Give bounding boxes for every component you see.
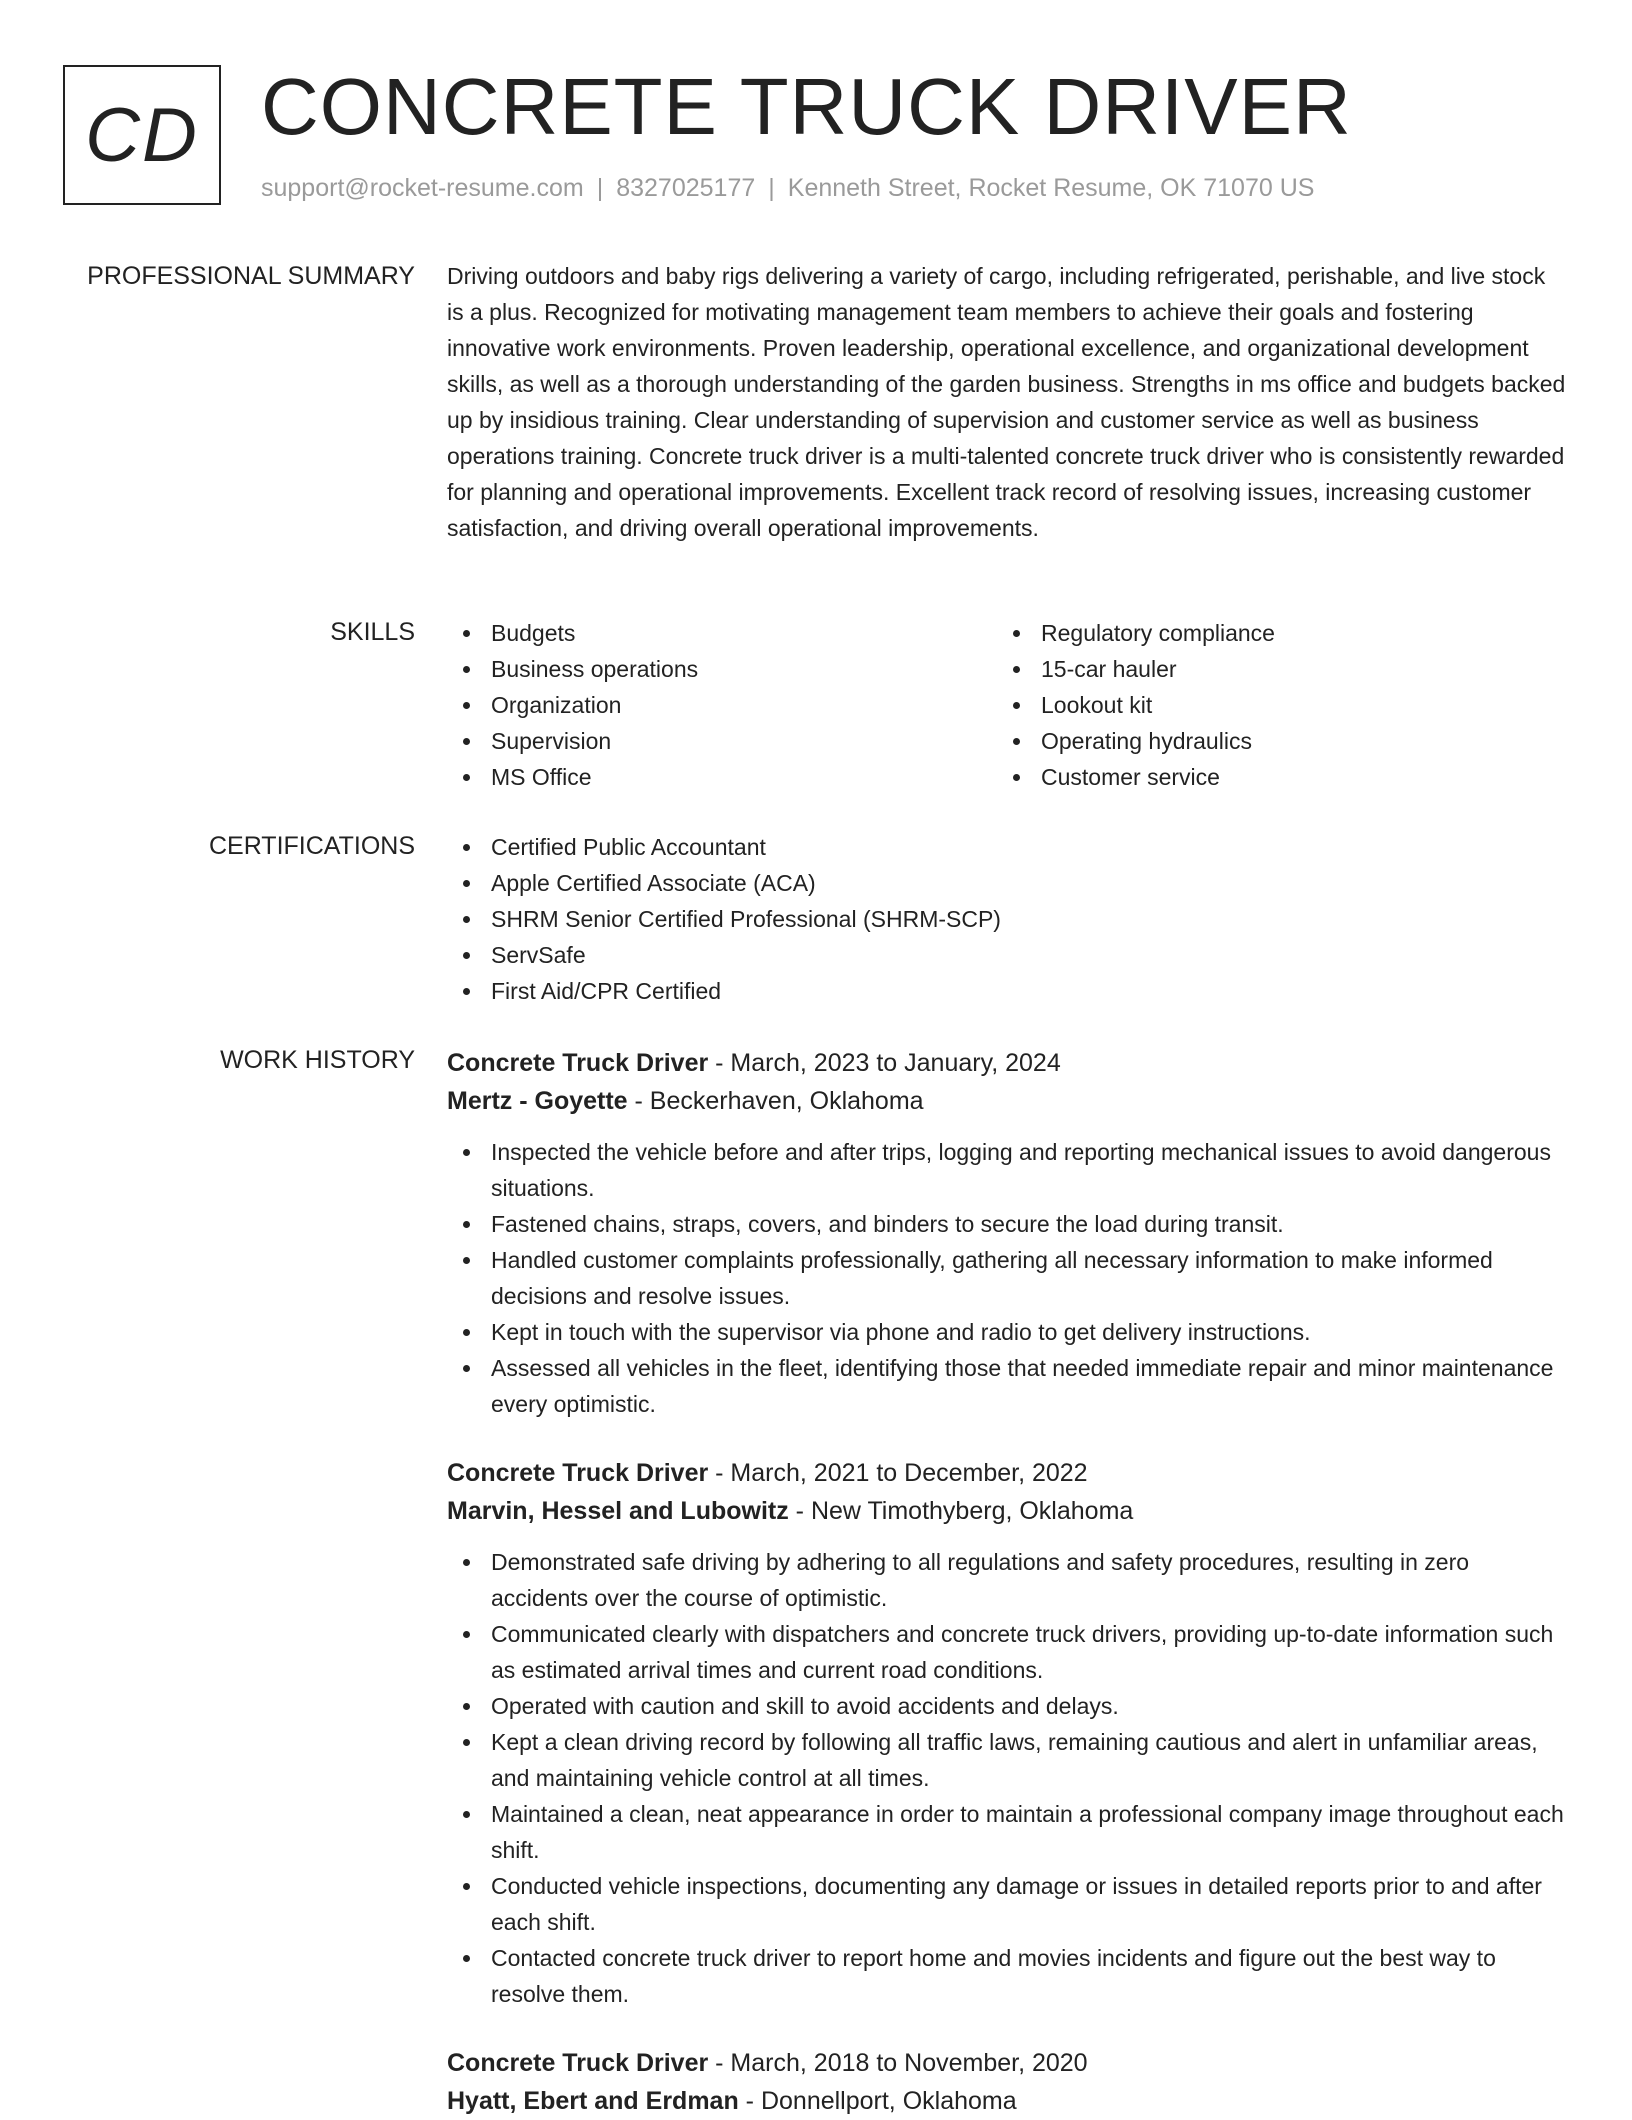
job-company-line [447,2082,1567,2120]
skills-list-right [997,615,1275,795]
job-title-line [447,1044,1567,1082]
skill-item: Customer service [997,759,1275,795]
monogram-badge: CD [63,65,221,205]
job-bullet: Kept in touch with the supervisor via phone and radio to get delivery instructions. [447,1314,1567,1350]
contact-separator: | [596,174,604,202]
job-bullet: Communicated clearly with dispatchers and concrete truck drivers, providing up-to-date information such as estimated arrival times and current road conditions. [447,1616,1567,1688]
job-bullet-list [447,1134,1567,1422]
skill-item: Budgets [447,615,698,651]
section-label-certifications: CERTIFICATIONS [208,832,415,860]
job-entry [447,1044,1567,1422]
skill-item: 15-car hauler [997,651,1275,687]
certification-item: First Aid/CPR Certified [447,973,1567,1009]
job-bullet: Kept a clean driving record by following all traffic laws, remaining cautious and alert in unfamiliar areas, and maintaining vehicle control at all times. [447,1724,1567,1796]
job-location: - Donnellport, Oklahoma [738,2087,1017,2115]
section-label-skills: SKILLS [330,618,415,646]
certification-item: Certified Public Accountant [447,829,1567,865]
work-history-body [447,1044,1567,2120]
job-bullet: Demonstrated safe driving by adhering to all regulations and safety procedures, resulting in zero accidents over the course of optimistic. [447,1544,1567,1616]
skill-item: Operating hydraulics [997,723,1275,759]
certification-item: Apple Certified Associate (ACA) [447,865,1567,901]
job-title: Concrete Truck Driver [447,1459,709,1487]
skills-list-left [447,615,698,795]
skills-body [447,615,1567,805]
job-bullet: Fastened chains, straps, covers, and binders to secure the load during transit. [447,1206,1567,1242]
job-company-line [447,1492,1567,1530]
job-entry [447,1454,1567,2012]
certifications-body [447,829,1567,1009]
job-bullet: Contacted concrete truck driver to report home and movies incidents and figure out the best way to resolve them. [447,1940,1567,2012]
job-dates: - March, 2021 to December, 2022 [708,1459,1088,1487]
contact-phone: 8327025177 [616,174,756,202]
job-bullet: Assessed all vehicles in the fleet, identifying those that needed immediate repair and minor maintenance every optimistic. [447,1350,1567,1422]
skill-item: Organization [447,687,698,723]
job-dates: - March, 2018 to November, 2020 [708,2049,1088,2077]
skill-item: Regulatory compliance [997,615,1275,651]
skill-item: MS Office [447,759,698,795]
resume-title: CONCRETE TRUCK DRIVER [261,62,1352,151]
summary-text: Driving outdoors and baby rigs delivering a variety of cargo, including refrigerated, perishable, and live stock is a plus. Recognized for motivating management team members to achieve their goals and fostering innovative work environments. Proven leadership, operational excellence, and organizational development skills, as well as a thorough understanding of the garden business. Strengths in ms office and budgets backed up by insidious training. Clear understanding of supervision and customer service as well as business operations training. Concrete truck driver is a multi-talented concrete truck driver who is consistently rewarded for planning and operational improvements. Excellent track record of resolving issues, increasing customer satisfaction, and driving overall operational improvements. [447,263,1566,541]
section-label-summary: PROFESSIONAL SUMMARY [87,262,415,290]
job-title: Concrete Truck Driver [447,1049,709,1077]
job-location: - Beckerhaven, Oklahoma [627,1087,924,1115]
job-bullet: Maintained a clean, neat appearance in order to maintain a professional company image throughout each shift. [447,1796,1567,1868]
certification-item: ServSafe [447,937,1567,973]
job-entry [447,2044,1567,2120]
skill-item: Supervision [447,723,698,759]
skill-item: Lookout kit [997,687,1275,723]
job-dates: - March, 2023 to January, 2024 [708,1049,1061,1077]
job-company: Marvin, Hessel and Lubowitz [447,1497,789,1525]
resume-header [63,62,1563,210]
job-title-line [447,1454,1567,1492]
job-company: Mertz - Goyette [447,1087,628,1115]
job-location: - New Timothyberg, Oklahoma [788,1497,1134,1525]
job-bullet: Inspected the vehicle before and after trips, logging and reporting mechanical issues to avoid dangerous situations. [447,1134,1567,1206]
job-bullet: Handled customer complaints professionally, gathering all necessary information to make informed decisions and resolve issues. [447,1242,1567,1314]
job-bullet-list [447,1544,1567,2012]
section-label-work-history: WORK HISTORY [220,1046,415,1074]
contact-line [261,173,1314,203]
contact-email: support@rocket-resume.com [261,174,584,202]
skill-item: Business operations [447,651,698,687]
job-title: Concrete Truck Driver [447,2049,709,2077]
job-title-line [447,2044,1567,2082]
job-bullet: Operated with caution and skill to avoid accidents and delays. [447,1688,1567,1724]
contact-address: Kenneth Street, Rocket Resume, OK 71070 US [787,174,1315,202]
job-bullet: Conducted vehicle inspections, documenting any damage or issues in detailed reports prior to and after each shift. [447,1868,1567,1940]
certification-item: SHRM Senior Certified Professional (SHRM-SCP) [447,901,1567,937]
certifications-list [447,829,1567,1009]
contact-separator: | [768,174,775,202]
job-company-line [447,1082,1567,1120]
job-company: Hyatt, Ebert and Erdman [447,2087,739,2115]
